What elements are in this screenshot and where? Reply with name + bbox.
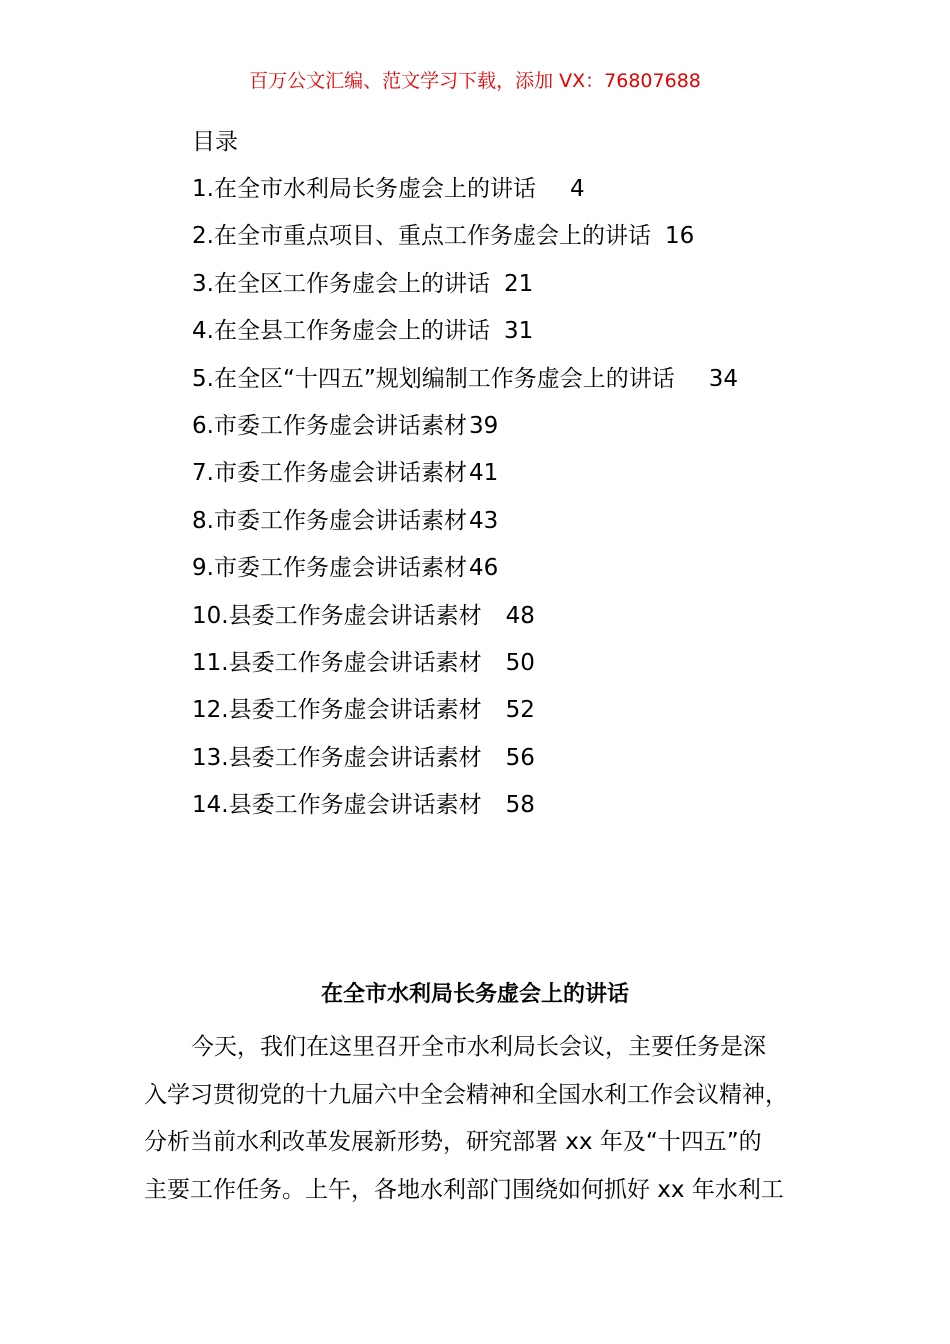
toc-item-label: 4.在全县工作务虚会上的讲话 (192, 318, 490, 345)
toc-item-page: 43 (468, 507, 499, 534)
toc-item (192, 596, 738, 643)
toc-item (192, 785, 738, 832)
toc-item-label: 11.县委工作务虚会讲话素材 (192, 649, 482, 676)
toc-item-page: 4 (569, 176, 585, 202)
toc-item-label: 5.在全区“十四五”规划编制工作务虚会上的讲话 (192, 365, 675, 392)
toc-item-page: 34 (708, 365, 739, 392)
speech-article (144, 975, 824, 1214)
toc-item-label: 9.市委工作务虚会讲话素材 (192, 555, 467, 582)
toc-item-page: 50 (505, 649, 535, 676)
article-title: 在全市水利局长务虚会上的讲话 (320, 982, 629, 1007)
header-watermark-note: 百万公文汇编、范文学习下载，添加 VX：76807688 (249, 70, 701, 92)
toc-item-page: 56 (505, 744, 535, 771)
toc-item-label: 12.县委工作务虚会讲话素材 (192, 697, 482, 724)
table-of-contents (192, 122, 738, 832)
toc-item-label: 8.市委工作务虚会讲话素材 (192, 507, 467, 534)
paragraph-line: 今天，我们在这里召开全市水利局长会议，主要任务是深 (191, 1034, 766, 1060)
toc-item-page: 41 (468, 460, 499, 487)
toc-item-page: 21 (503, 270, 534, 297)
toc-item-label: 3.在全区工作务虚会上的讲话 (192, 270, 490, 297)
toc-item-page: 52 (505, 697, 535, 724)
toc-list (192, 169, 738, 832)
toc-item-page: 31 (503, 318, 534, 345)
toc-item (192, 690, 738, 737)
toc-item-label: 13.县委工作务虚会讲话素材 (192, 744, 482, 771)
toc-item-label: 1.在全市水利局长务虚会上的讲话 (192, 176, 536, 202)
article-body (144, 1024, 824, 1214)
toc-item (192, 643, 738, 690)
toc-item-label: 7.市委工作务虚会讲话素材 (192, 460, 467, 487)
toc-item-label: 6.市委工作务虚会讲话素材 (192, 412, 467, 439)
toc-item-label: 2.在全市重点项目、重点工作务虚会上的讲话 (192, 223, 651, 250)
toc-item (192, 501, 738, 548)
toc-item-page: 16 (664, 223, 695, 250)
toc-item-page: 58 (505, 792, 535, 819)
toc-title: 目录 (192, 129, 238, 155)
paragraph-line: 入学习贯彻党的十九届六中全会精神和全国水利工作会议精神， (144, 1081, 788, 1108)
paragraph-line: 主要工作任务。上午，各地水利部门围绕如何抓好 xx 年水利工 (144, 1176, 784, 1203)
toc-item-page: 39 (468, 412, 499, 439)
toc-item-label: 14.县委工作务虚会讲话素材 (192, 792, 482, 819)
toc-item-page: 48 (505, 602, 535, 629)
toc-item-page: 46 (468, 555, 499, 582)
toc-item-label: 10.县委工作务虚会讲话素材 (192, 602, 482, 629)
toc-item (192, 453, 738, 500)
toc-item (192, 406, 738, 453)
toc-item (192, 311, 738, 358)
toc-item (192, 216, 738, 263)
toc-item (192, 264, 738, 311)
toc-item (192, 738, 738, 785)
toc-item (192, 169, 738, 216)
toc-item (192, 359, 738, 406)
paragraph-line: 分析当前水利改革发展新形势，研究部署 xx 年及“十四五”的 (144, 1129, 762, 1155)
toc-item (192, 548, 738, 595)
